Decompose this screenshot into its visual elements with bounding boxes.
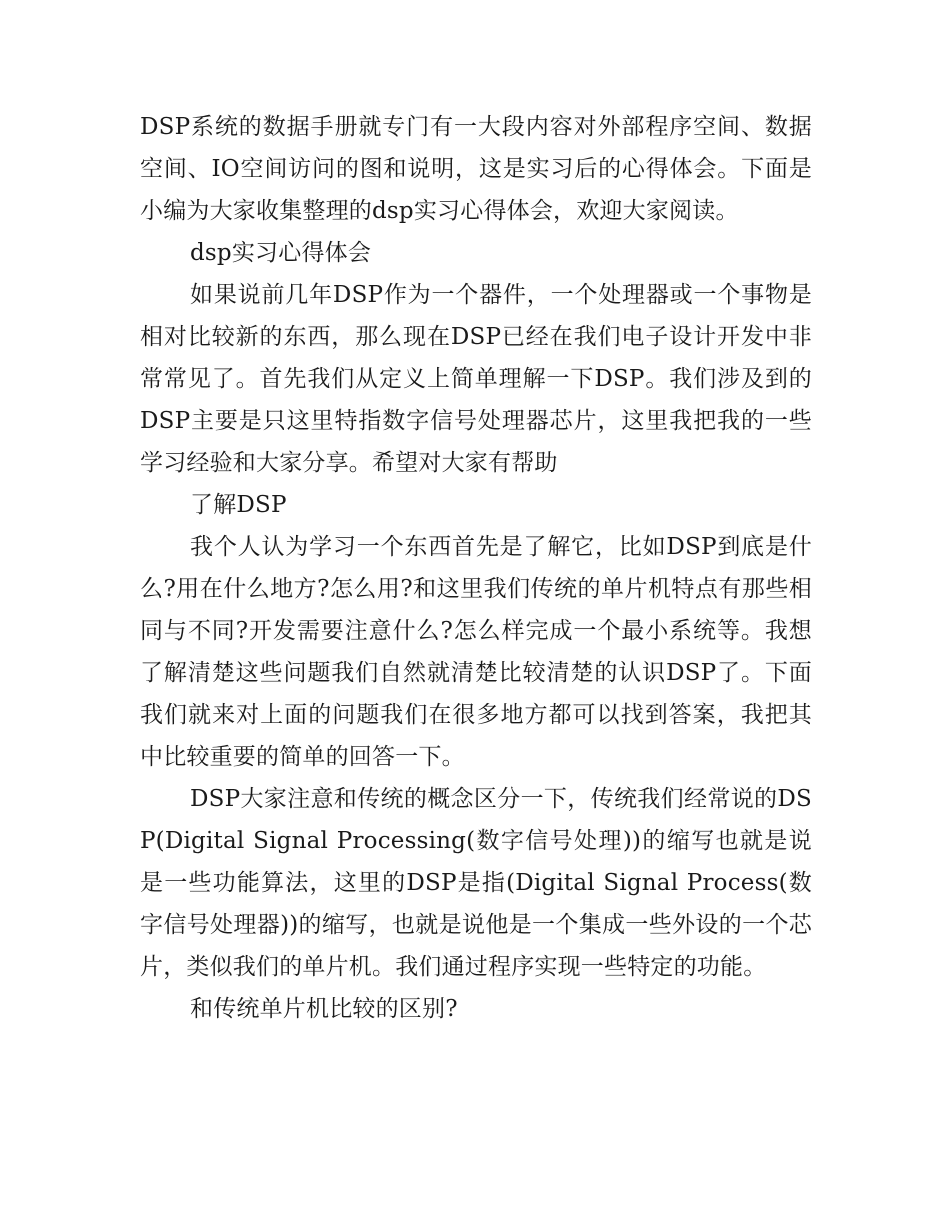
heading-understand-dsp: 了解DSP: [190, 492, 287, 518]
paragraph-dsp-definition: DSP大家注意和传统的概念区分一下，传统我们经常说的DSP(Digital Signal Processing(数字信号处理))的缩写也就是说是一些功能算法，这里的DSP是指(Digital Signal Process(数字信号处理器))的缩写，也就是说他是一个集成一些外设的一个芯片，类似我们的单片机。我们通过程序实现一些特定的功能。: [140, 786, 812, 980]
heading-mcu-difference: 和传统单片机比较的区别?: [190, 996, 458, 1022]
document-title: dsp实习心得体会: [190, 240, 372, 266]
paragraph-learning-approach: 我个人认为学习一个东西首先是了解它，比如DSP到底是什么?用在什么地方?怎么用?和这里我们传统的单片机特点有那些相同与不同?开发需要注意什么?怎么样完成一个最小系统等。我想了解清楚这些问题我们自然就清楚比较清楚的认识DSP了。下面我们就来对上面的问题我们在很多地方都可以找到答案，我把其中比较重要的简单的回答一下。: [140, 534, 812, 770]
paragraph-dsp-overview: 如果说前几年DSP作为一个器件，一个处理器或一个事物是相对比较新的东西，那么现在DSP已经在我们电子设计开发中非常常见了。首先我们从定义上简单理解一下DSP。我们涉及到的DSP主要是只这里特指数字信号处理器芯片，这里我把我的一些学习经验和大家分享。希望对大家有帮助: [140, 282, 812, 476]
intro-paragraph: DSP系统的数据手册就专门有一大段内容对外部程序空间、数据空间、IO空间访问的图和说明，这是实习后的心得体会。下面是小编为大家收集整理的dsp实习心得体会，欢迎大家阅读。: [140, 114, 812, 224]
document-body: [140, 106, 812, 1030]
